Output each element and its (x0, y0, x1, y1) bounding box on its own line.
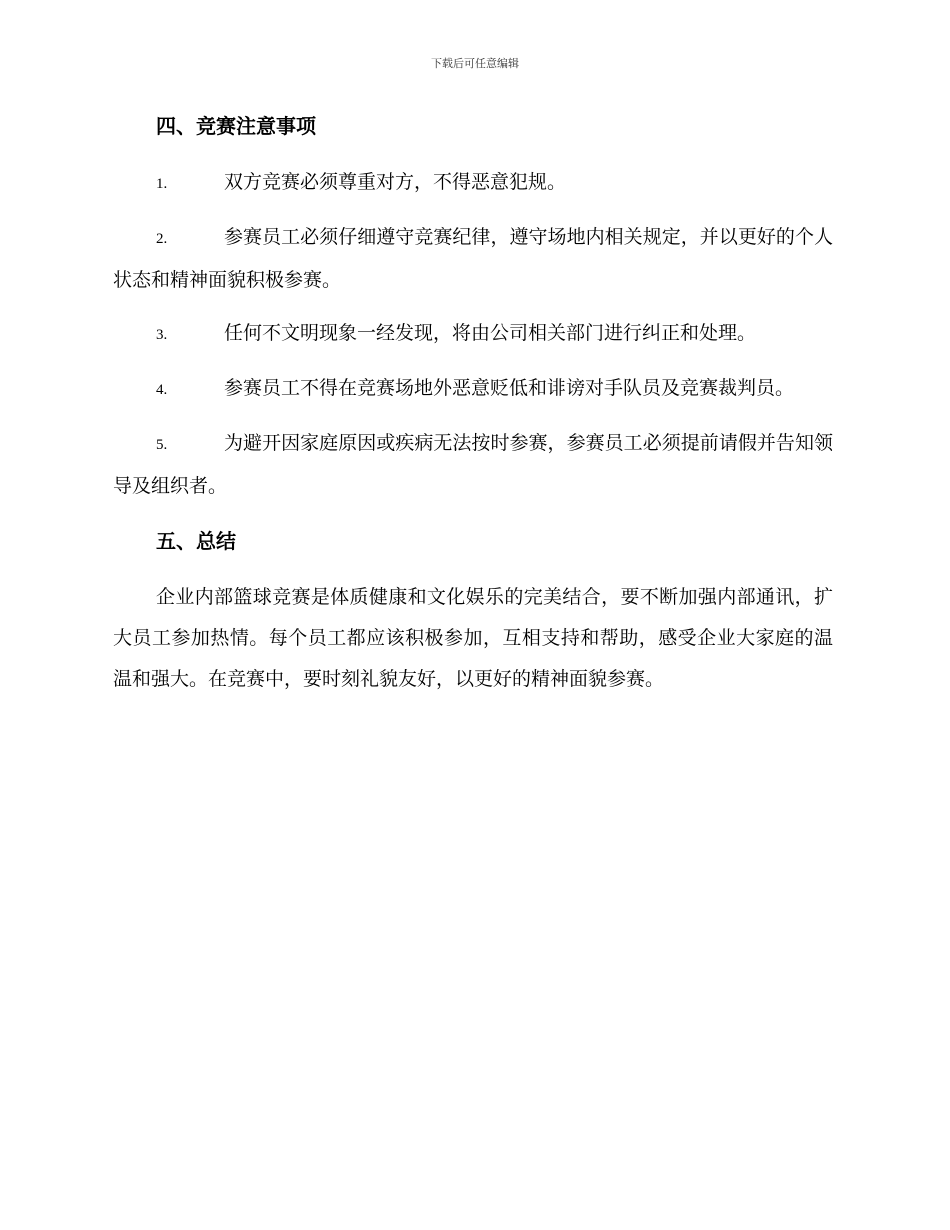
document-body (113, 108, 833, 700)
list-item-number: 2. (156, 231, 168, 247)
list-item-text: 双方竞赛必须尊重对方，不得恶意犯规。 (224, 171, 567, 193)
summary-paragraph: 企业内部篮球竞赛是体质健康和文化娱乐的完美结合，要不断加强内部通讯，扩大员工参加热情。每个员工都应该积极参加，互相支持和帮助，感受企业大家庭的温温和强大。在竞赛中，要时刻礼貌友好，以更好的精神面貌参赛。 (113, 586, 833, 690)
list-item-number: 1. (156, 176, 168, 192)
list-item-text: 为避开因家庭原因或疾病无法按时参赛，参赛员工必须提前请假并告知领导及组织者。 (113, 432, 833, 497)
list-item (113, 423, 833, 507)
list-item (113, 217, 833, 301)
list-item-number: 5. (156, 437, 168, 453)
list-item (113, 368, 833, 411)
list-item-number: 4. (156, 382, 168, 398)
section-heading-summary: 五、总结 (156, 529, 236, 553)
list-item (113, 313, 833, 356)
list-item-text: 任何不文明现象一经发现，将由公司相关部门进行纠正和处理。 (224, 322, 757, 344)
list-item-number: 3. (156, 327, 168, 343)
header-note: 下载后可任意编辑 (431, 57, 519, 70)
list-item (113, 162, 833, 205)
list-item-text: 参赛员工必须仔细遵守竞赛纪律，遵守场地内相关规定，并以更好的个人状态和精神面貌积极参赛。 (113, 226, 833, 291)
section-heading-precautions: 四、竞赛注意事项 (156, 114, 316, 138)
list-item-text: 参赛员工不得在竞赛场地外恶意贬低和诽谤对手队员及竞赛裁判员。 (224, 377, 795, 399)
